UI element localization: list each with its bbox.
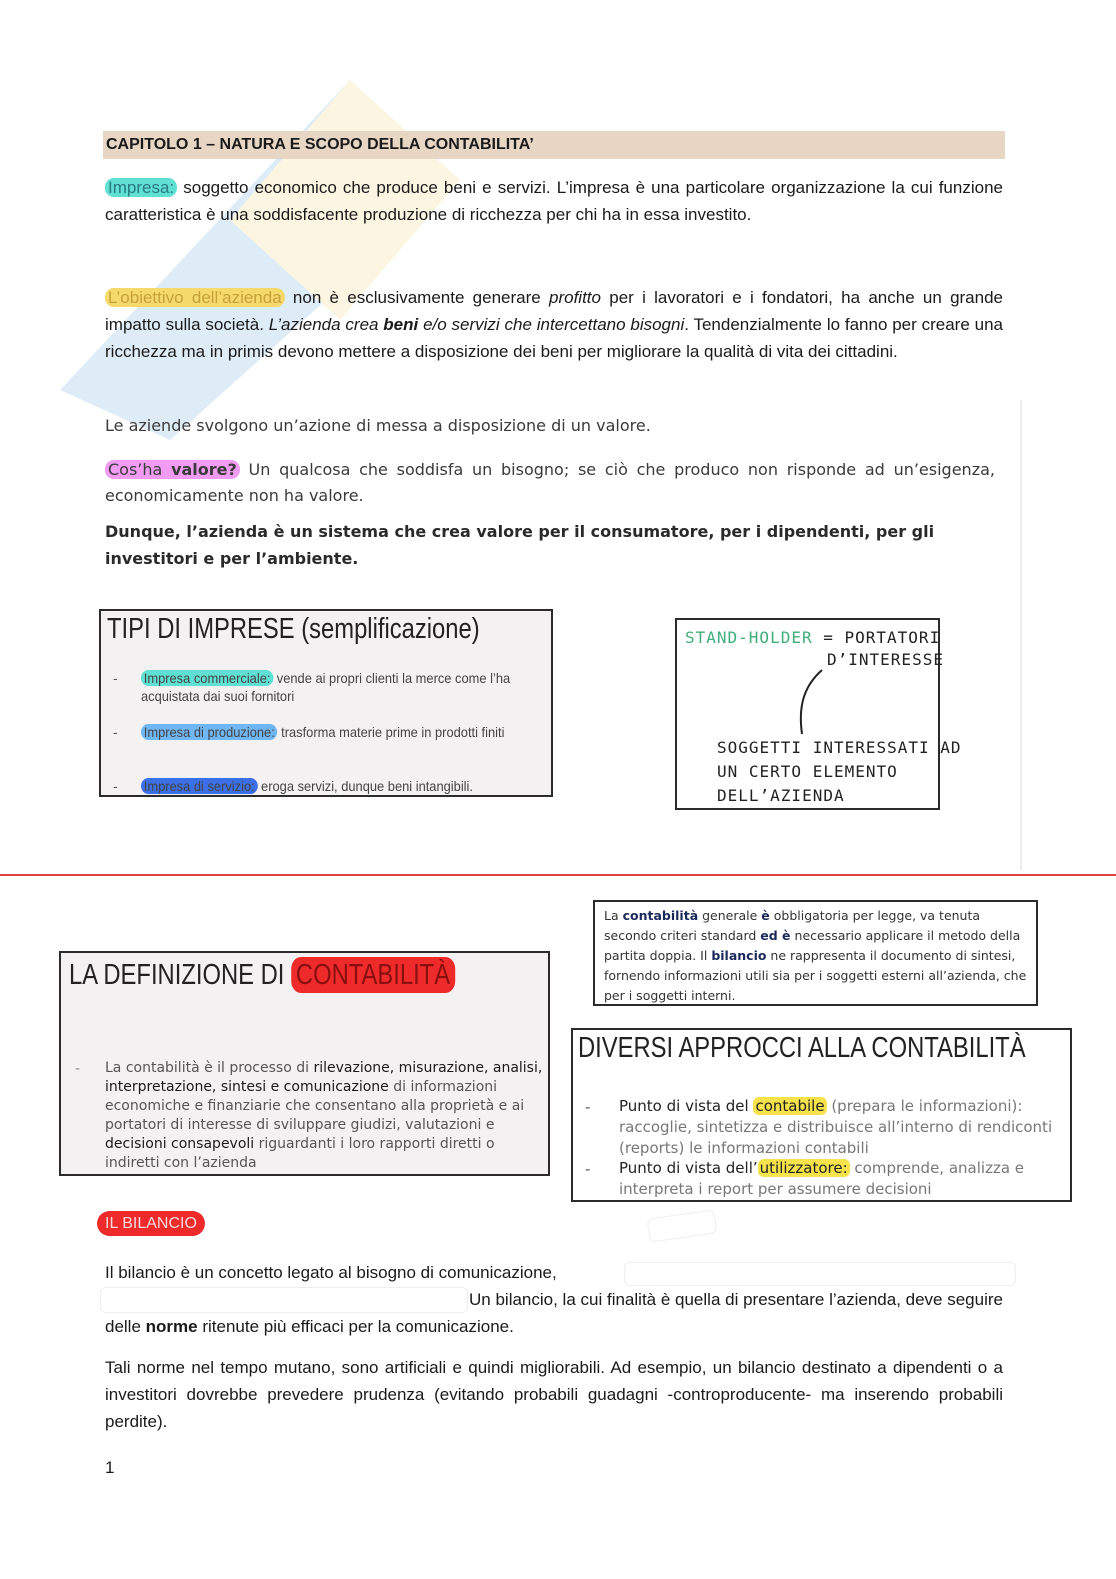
bilancio-paragraph-1: Un bilancio, la cui finalità è quella di presentare l’azienda, deve seguire delle norme ritenute più efficaci per la comunicazione. [105,1290,1003,1336]
stakeholder-line-2: UN CERTO ELEMENTO [717,762,898,781]
impresa-paragraph [105,174,1003,228]
impresa-produzione-label: Impresa di produzione: [141,724,278,740]
obiettivo-beni: beni [383,315,419,334]
watermark-logo [20,60,480,440]
stakeholder-note [675,618,962,810]
stakeholder-heading-2: D’INTERESSE [827,650,944,669]
impresa-term: Impresa: [105,178,177,197]
obiettivo-text-3: . Tendenzialmente lo fanno per creare una ricchezza ma in primis devono mettere a disposizione dei beni per migliorare la qualità di vita dei cittadini. [105,315,1003,361]
contabilita-note-text: La contabilità generale è obbligatoria per legge, va tenuta secondo criteri standard ed è necessario applicare il metodo della partita doppia. Il bilancio ne rappresenta il documento di sintesi, fornendo informazioni utili sia per i soggetti esterni all’azienda, che per i soggetti interni. [604,908,1027,1003]
stakeholder-line-3: DELL’AZIENDA [717,786,845,805]
stakeholder-line-1: SOGGETTI INTERESSATI AD [717,738,962,757]
approcci-item-2: Punto di vista dell’ utilizzatore: comprende, analizza e interpreta i report per assumere decisioni [619,1159,1025,1198]
impresa-servizio-label: Impresa di servizio: [141,778,257,794]
bilancio-heading: IL BILANCIO [97,1215,205,1233]
tipi-imprese-title: TIPI DI IMPRESE (semplificazione) [107,613,480,645]
valore-line: Le aziende svolgono un’azione di messa a disposizione di un valore. [105,416,651,435]
whiteout-patch [624,1262,1016,1286]
obiettivo-term: L’obiettivo dell’azienda [105,288,285,307]
whiteout-patch [647,1209,718,1242]
bilancio-paragraph-1a: Il bilancio è un concetto legato al bisogno di comunicazione, [105,1263,557,1282]
approcci-slide: DIVERSI APPROCCI ALLA CONTABILITÀ - Punto di vista del contabile (prepara le informazioni): raccoglie, sintetizza e distribuisce all’interno di rendiconti (reports) le informazioni contabili - Punto di vista dell’ utilizzatore: comprende, analizza e interpreta i report per assumere decisioni [571,1028,1072,1202]
tipi-imprese-item-2: - Impresa di produzione: trasforma materie prime in prodotti finiti [113,724,505,740]
screenshot-edge [1020,400,1022,870]
page-number: 1 [105,1458,115,1477]
stakeholder-arrow [792,668,832,736]
tipi-imprese-slide [99,609,553,797]
definizione-title: LA DEFINIZIONE DI CONTABILITÀ [69,959,455,992]
approcci-item-1: Punto di vista del contabile (prepara le informazioni): raccoglie, sintetizza e distribuisce all’interno di rendiconti (reports) le informazioni contabili [619,1097,1053,1157]
obiettivo-text-2: per i lavoratori e i fondatori, ha anche un grande impatto sulla società. [105,288,1004,334]
impresa-text: soggetto economico che produce beni e servizi. L’impresa è una particolare organizzazione la cui funzione caratteristica è una soddisfacente produzione di ricchezza per chi ha in essa investito. [105,178,1003,224]
valore-question-label: Cos’ha valore? [105,460,240,479]
obiettivo-text-1: non è esclusivamente generare [284,288,549,307]
valore-conclusion: Dunque, l’azienda è un sistema che crea valore per il consumatore, per i dipendenti, per gli investitori e per l’ambiente. [105,522,935,568]
valore-question [105,457,995,509]
chapter-title: CAPITOLO 1 – NATURA E SCOPO DELLA CONTABILITA’ [103,131,1005,159]
approcci-title: DIVERSI APPROCCI ALLA CONTABILITÀ [578,1032,1026,1064]
contabilita-note [593,900,1038,1006]
obiettivo-profitto: profitto [549,288,601,307]
bilancio-paragraph-2: Tali norme nel tempo mutano, sono artificiali e quindi migliorabili. Ad esempio, un bilancio destinato a dipendenti o a investitori dovrebbe prevedere prudenza (evitando probabili guadagni -controproducente- ma inserendo probabili perdite). [105,1358,1003,1431]
bilancio-norme: norme [145,1317,198,1336]
definizione-slide: LA DEFINIZIONE DI CONTABILITÀ - La contabilità è il processo di rilevazione, misurazione, analisi, interpretazione, sintesi e comunicazione di informazioni economiche e finanziarie che consentano alla proprietà e ai portatori di interesse di sviluppare giudizi, valutazioni e decisioni consapevoli riguardanti i loro rapporti diretti o indiretti con l’azienda [59,951,550,1176]
section-divider [0,874,1116,876]
tipi-imprese-item-3: - Impresa di servizio: eroga servizi, dunque beni intangibili. [113,778,473,794]
definizione-text: La contabilità è il processo di rilevazione, misurazione, analisi, interpretazione, sintesi e comunicazione di informazioni economiche e finanziarie che consentano alla proprietà e ai portatori di interesse di sviluppare giudizi, valutazioni e decisioni consapevoli riguardanti i loro rapporti diretti o indiretti con l’azienda [105,1060,543,1171]
valore-answer: Un qualcosa che soddisfa un bisogno; se ciò che produco non risponde ad un’esigenza, economicamente non ha valore. [105,460,995,505]
obiettivo-italic-2: e/o servizi che intercettano bisogni [418,315,685,334]
obiettivo-italic-1: L’azienda crea [268,315,384,334]
impresa-commerciale-label: Impresa commerciale: [141,670,273,686]
obiettivo-paragraph [105,284,1003,365]
tipi-imprese-item-1: - Impresa commerciale: vende ai propri clienti la merce come l’ha acquistata dai suoi fornitori [113,670,511,704]
stakeholder-heading: STAND-HOLDER = PORTATORI [685,628,941,647]
